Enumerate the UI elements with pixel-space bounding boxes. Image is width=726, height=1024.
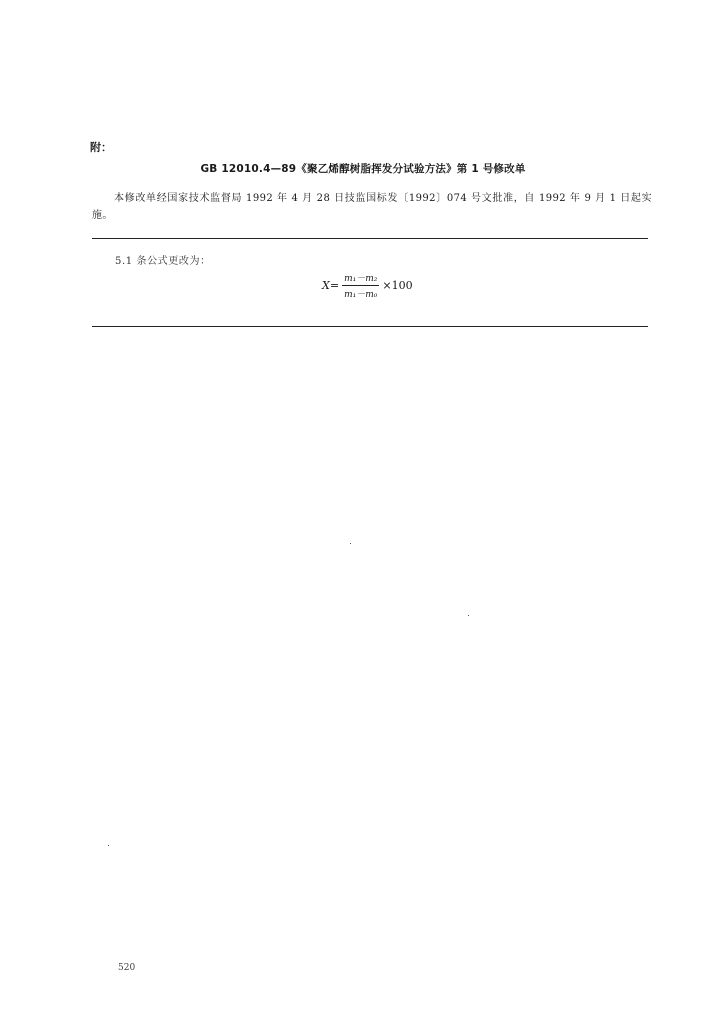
scan-speck xyxy=(108,845,109,846)
page-number: 520 xyxy=(118,963,136,973)
formula-equals: = xyxy=(329,278,340,292)
top-divider-line xyxy=(92,238,648,239)
scan-speck xyxy=(350,543,351,544)
volatile-content-formula xyxy=(322,268,413,302)
formula-multiplier: ×100 xyxy=(382,278,413,292)
formula-numerator: m₁－m₂ xyxy=(342,271,379,286)
appendix-label: 附： xyxy=(90,141,112,154)
formula-fraction xyxy=(342,271,379,300)
formula-denominator: m₁－m₀ xyxy=(344,289,378,300)
formula-lhs: X xyxy=(322,278,330,292)
approval-paragraph: 本修改单经国家技术监督局 1992 年 4 月 28 日技监国标发〔1992〕074 号文批准，自 1992 年 9 月 1 日起实施。 xyxy=(92,193,652,221)
clause-text: 5.1 条公式更改为： xyxy=(115,256,211,267)
scan-speck xyxy=(468,615,469,616)
bottom-divider-line xyxy=(92,326,648,327)
amendment-title: GB 12010.4—89《聚乙烯醇树脂挥发分试验方法》第 1 号修改单 xyxy=(200,163,526,175)
